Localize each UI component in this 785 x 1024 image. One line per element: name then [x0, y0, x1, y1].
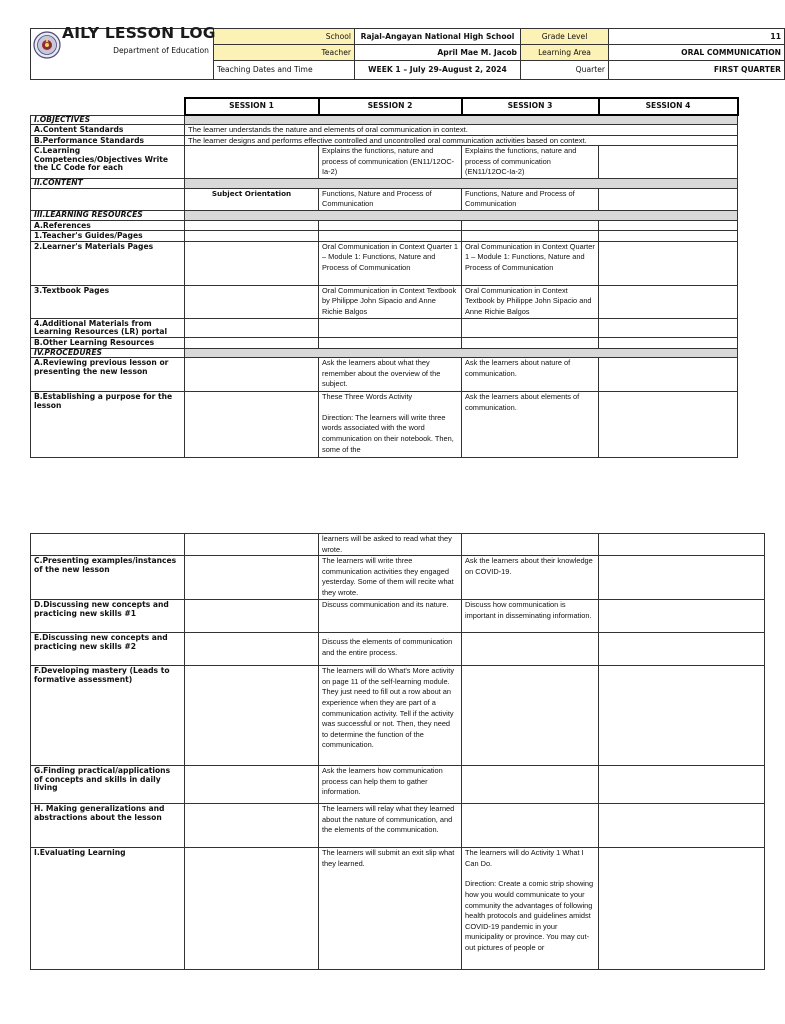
purpose-session-2-title: These Three Words Activity	[322, 392, 413, 402]
school-label: School	[214, 29, 355, 45]
content-session-3: Functions, Nature and Process of Communication	[462, 188, 599, 210]
teachers-guide-label: 1.Teacher's Guides/Pages	[31, 231, 185, 242]
purpose-label: B.Establishing a purpose for the lesson	[31, 392, 185, 458]
evaluating-session-2: The learners will submit an exit slip what they learned.	[319, 848, 462, 970]
learners-materials-session-3: Oral Communication in Context Quarter 1 – Module 1: Functions, Nature and Process of Communication	[462, 241, 599, 285]
reviewing-session-2: Ask the learners about what they remember about the overview of the subject.	[319, 358, 462, 392]
content-session-1: Subject Orientation	[185, 188, 319, 210]
session-1-header: SESSION 1	[185, 98, 319, 115]
area-label: Learning Area	[521, 45, 609, 61]
content-label: II.CONTENT	[31, 179, 185, 189]
presenting-label: C.Presenting examples/instances of the new lesson	[31, 556, 185, 600]
discussing1-session-2: Discuss communication and its nature.	[319, 600, 462, 633]
evaluating-session-3-direction: Direction: Create a comic strip showing how you would communicate to your community the advantages of following health protocols and guidelines amidst COVID-19 pandemic in your municipality or province. You may cut-out pictures of people or	[465, 879, 594, 952]
mastery-session-2: The learners will do What's More activity on page 11 of the self-learning module. They just need to fill out a row about an experience when they are part of a communication activity. Tell if the activity was successful or not. Then, they need to determine the function of the communication.	[319, 666, 462, 766]
content-standards-text: The learner understands the nature and elements of oral communication in context.	[185, 125, 738, 136]
purpose-session-2-continued: learners will be asked to read what they wrote.	[319, 534, 462, 556]
discussing1-label: D.Discussing new concepts and practicing new skills #1	[31, 600, 185, 633]
procedures-label: IV.PROCEDURES	[31, 348, 185, 358]
dates-label: Teaching Dates and Time	[214, 61, 355, 80]
department-name: Department of Education	[113, 46, 209, 55]
finding-session-2: Ask the learners how communication process can help them to gather information.	[319, 766, 462, 804]
objectives-label: I.OBJECTIVES	[31, 115, 185, 125]
area-value: ORAL COMMUNICATION	[609, 45, 785, 61]
textbook-label: 3.Textbook Pages	[31, 285, 185, 318]
session-4-header: SESSION 4	[599, 98, 738, 115]
grade-value: 11	[609, 29, 785, 45]
grade-label: Grade Level	[521, 29, 609, 45]
logo-cell	[31, 24, 216, 80]
purpose-session-2	[319, 392, 462, 458]
generalizations-session-2: The learners will relay what they learned about the nature of communication, and the elements of the communication.	[319, 804, 462, 848]
quarter-label: Quarter	[521, 61, 609, 80]
session-header-row	[31, 98, 738, 115]
generalizations-label: H. Making generalizations and abstractions about the lesson	[31, 804, 185, 848]
mastery-label: F.Developing mastery (Leads to formative assessment)	[31, 666, 185, 766]
finding-label: G.Finding practical/applications of concepts and skills in daily living	[31, 766, 185, 804]
competency-session-2: Explains the functions, nature and process of communication (EN11/12OC-Ia-2)	[319, 146, 462, 179]
deped-seal-icon	[33, 31, 61, 59]
learners-materials-label: 2.Learner's Materials Pages	[31, 241, 185, 285]
learners-materials-session-2: Oral Communication in Context Quarter 1 – Module 1: Functions, Nature and Process of Communication	[319, 241, 462, 285]
reviewing-label: A.Reviewing previous lesson or presenting the new lesson	[31, 358, 185, 392]
other-resources-label: B.Other Learning Resources	[31, 338, 185, 349]
resources-label: III.LEARNING RESOURCES	[31, 211, 185, 221]
evaluating-label: I.Evaluating Learning	[31, 848, 185, 970]
session-2-header: SESSION 2	[319, 98, 462, 115]
school-value: Rajal-Angayan National High School	[355, 29, 521, 45]
quarter-value: FIRST QUARTER	[609, 61, 785, 80]
discussing1-session-3: Discuss how communication is important in disseminating information.	[462, 600, 599, 633]
competency-session-3: Explains the functions, nature and process of communication (EN11/12OC-Ia-2)	[462, 146, 599, 179]
content-session-2: Functions, Nature and Process of Communication	[319, 188, 462, 210]
textbook-session-2: Oral Communication in Context Textbook by Philippe John Sipacio and Anne Richie Balgos	[319, 285, 462, 318]
teacher-value: April Mae M. Jacob	[355, 45, 521, 61]
lesson-table-page1	[30, 97, 739, 458]
competencies-label: C.Learning Competencies/Objectives Write the LC Code for each	[31, 146, 185, 179]
evaluating-session-3	[462, 848, 599, 970]
reviewing-session-3: Ask the learners about nature of communication.	[462, 358, 599, 392]
textbook-session-3: Oral Communication in Context Textbook by Philippe John Sipacio and Anne Richie Balgos	[462, 285, 599, 318]
header-table	[30, 24, 785, 80]
session-3-header: SESSION 3	[462, 98, 599, 115]
content-standards-label: A.Content Standards	[31, 125, 185, 136]
discussing2-label: E.Discussing new concepts and practicing new skills #2	[31, 633, 185, 666]
additional-materials-label: 4.Additional Materials from Learning Resources (LR) portal	[31, 318, 185, 337]
purpose-session-3: Ask the learners about elements of communication.	[462, 392, 599, 458]
dll-title: AILY LESSON LOG	[62, 24, 216, 42]
presenting-session-2: The learners will write three communication activities they engaged yesterday. Some of them will recite what they wrote.	[319, 556, 462, 600]
teacher-label: Teacher	[214, 45, 355, 61]
lesson-table-page2	[30, 533, 765, 970]
performance-standards-label: B.Performance Standards	[31, 135, 185, 146]
purpose-session-2-direction: Direction: The learners will write three words associated with the word communication on their notebook. Then, some of the	[322, 412, 454, 454]
references-label: A.References	[31, 220, 185, 231]
evaluating-session-3-intro: The learners will do Activity 1 What I Can Do.	[465, 848, 584, 868]
discussing2-session-2: Discuss the elements of communication and the entire process.	[319, 633, 462, 666]
presenting-session-3: Ask the learners about their knowledge on COVID-19.	[462, 556, 599, 600]
dates-value: WEEK 1 – July 29-August 2, 2024	[355, 61, 521, 80]
performance-standards-text: The learner designs and performs effective controlled and uncontrolled oral communication activities based on context.	[185, 135, 738, 146]
